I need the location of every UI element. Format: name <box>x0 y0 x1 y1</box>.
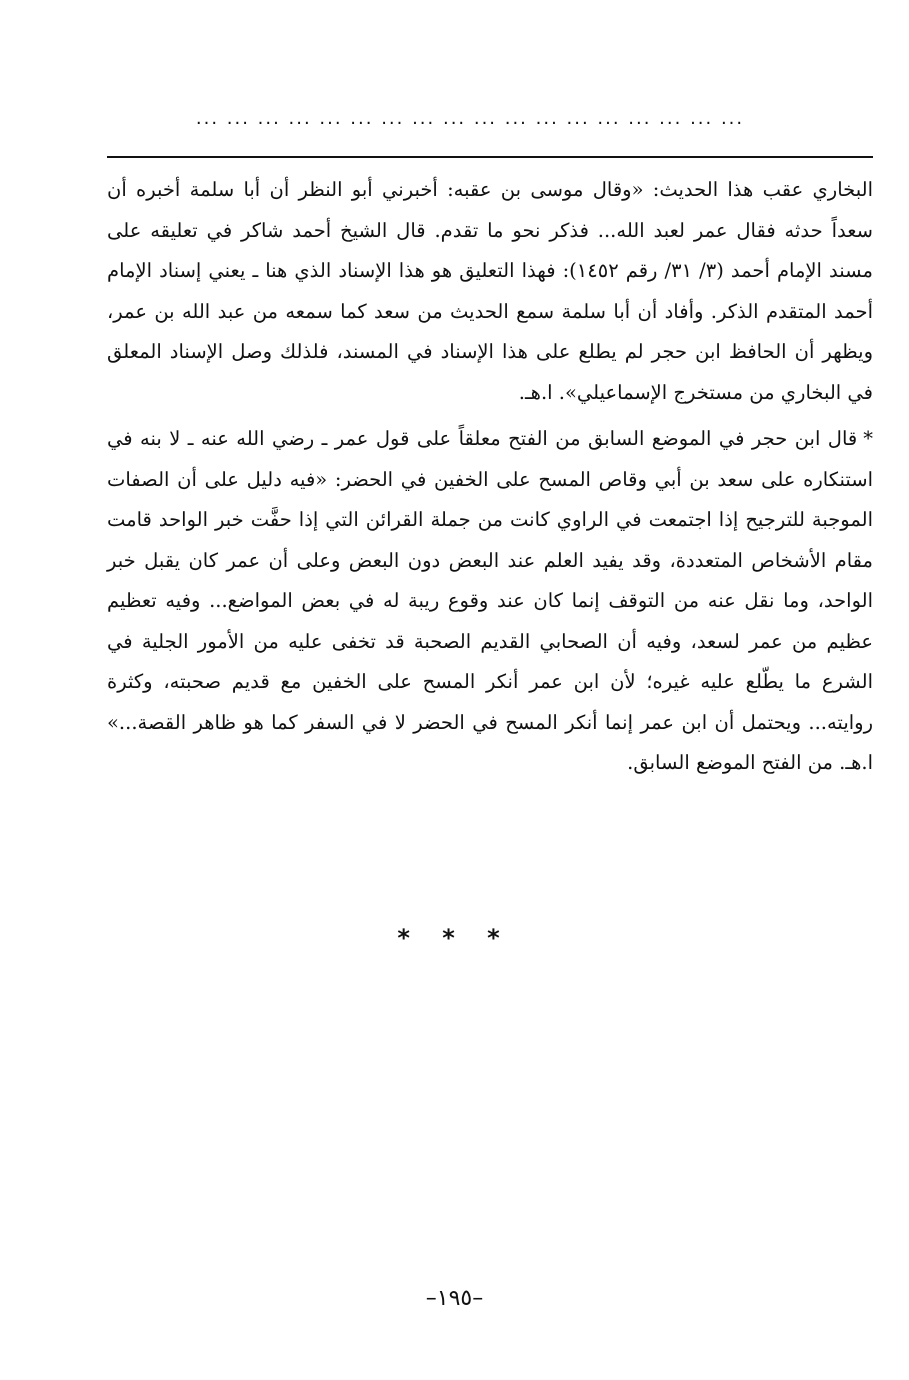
footnote-divider <box>107 156 873 158</box>
footnotes-block <box>107 170 873 784</box>
dotted-line: ... ... ... ... ... ... ... ... ... ... ... ... ... ... ... ... ... ... <box>195 108 745 129</box>
page-number: –١٩٥– <box>425 1286 484 1311</box>
footnote-paragraph: البخاري عقب هذا الحديث: «وقال موسى بن عقبه: أخبرني أبو النظر أن أبا سلمة أخبره أن سعداً حدثه فقال عمر لعبد الله... فذكر نحو ما تقدم. قال الشيخ أحمد شاكر في تعليقه على مسند الإمام أحمد (٣/ ٣١/ رقم ١٤٥٢): فهذا التعليق هو هذا الإسناد الذي هنا ـ يعني إسناد الإمام أحمد المتقدم الذكر. وأفاد أن أبا سلمة سمع الحديث من سعد كما سمعه من عبد الله بن عمر، ويظهر أن الحافظ ابن حجر لم يطلع على هذا الإسناد في المسند، فلذلك وصل الإسناد المعلق في البخاري من مستخرج الإسماعيلي». ا.هـ. <box>107 178 873 404</box>
footnote-text: قال ابن حجر في الموضع السابق من الفتح معلقاً على قول عمر ـ رضي الله عنه ـ لا بنه في استنكاره على سعد بن أبي وقاص المسح على الخفين في الحضر: «فيه دليل على أن الصفات الموجبة للترجيح إذا اجتمعت في الراوي كانت من جملة القرائن التي إذا حفَّت خبر الواحد قامت مقام الأشخاص المتعددة، وقد يفيد العلم عند البعض دون البعض وعلى أن عمر كان يقبل خبر الواحد، وما نقل عنه من التوقف إنما كان عند وقوع ريبة له في بعض المواضع... وفيه تعظيم عظيم من عمر لسعد، وفيه أن الصحابي القديم الصحبة قد تخفى عليه من الأمور الجلية في الشرع ما يطّلع عليه غيره؛ لأن ابن عمر أنكر المسح على الخفين مع قديم صحبته، وكثرة روايته... ويحتمل أن ابن عمر إنما أنكر المسح في الحضر لا في السفر كما هو ظاهر القصة...» ا.هـ. من الفتح الموضع السابق. <box>107 427 873 774</box>
section-separator: * * * <box>397 924 512 952</box>
footnote-paragraph <box>107 419 873 784</box>
asterisk-marker: * <box>863 427 873 450</box>
